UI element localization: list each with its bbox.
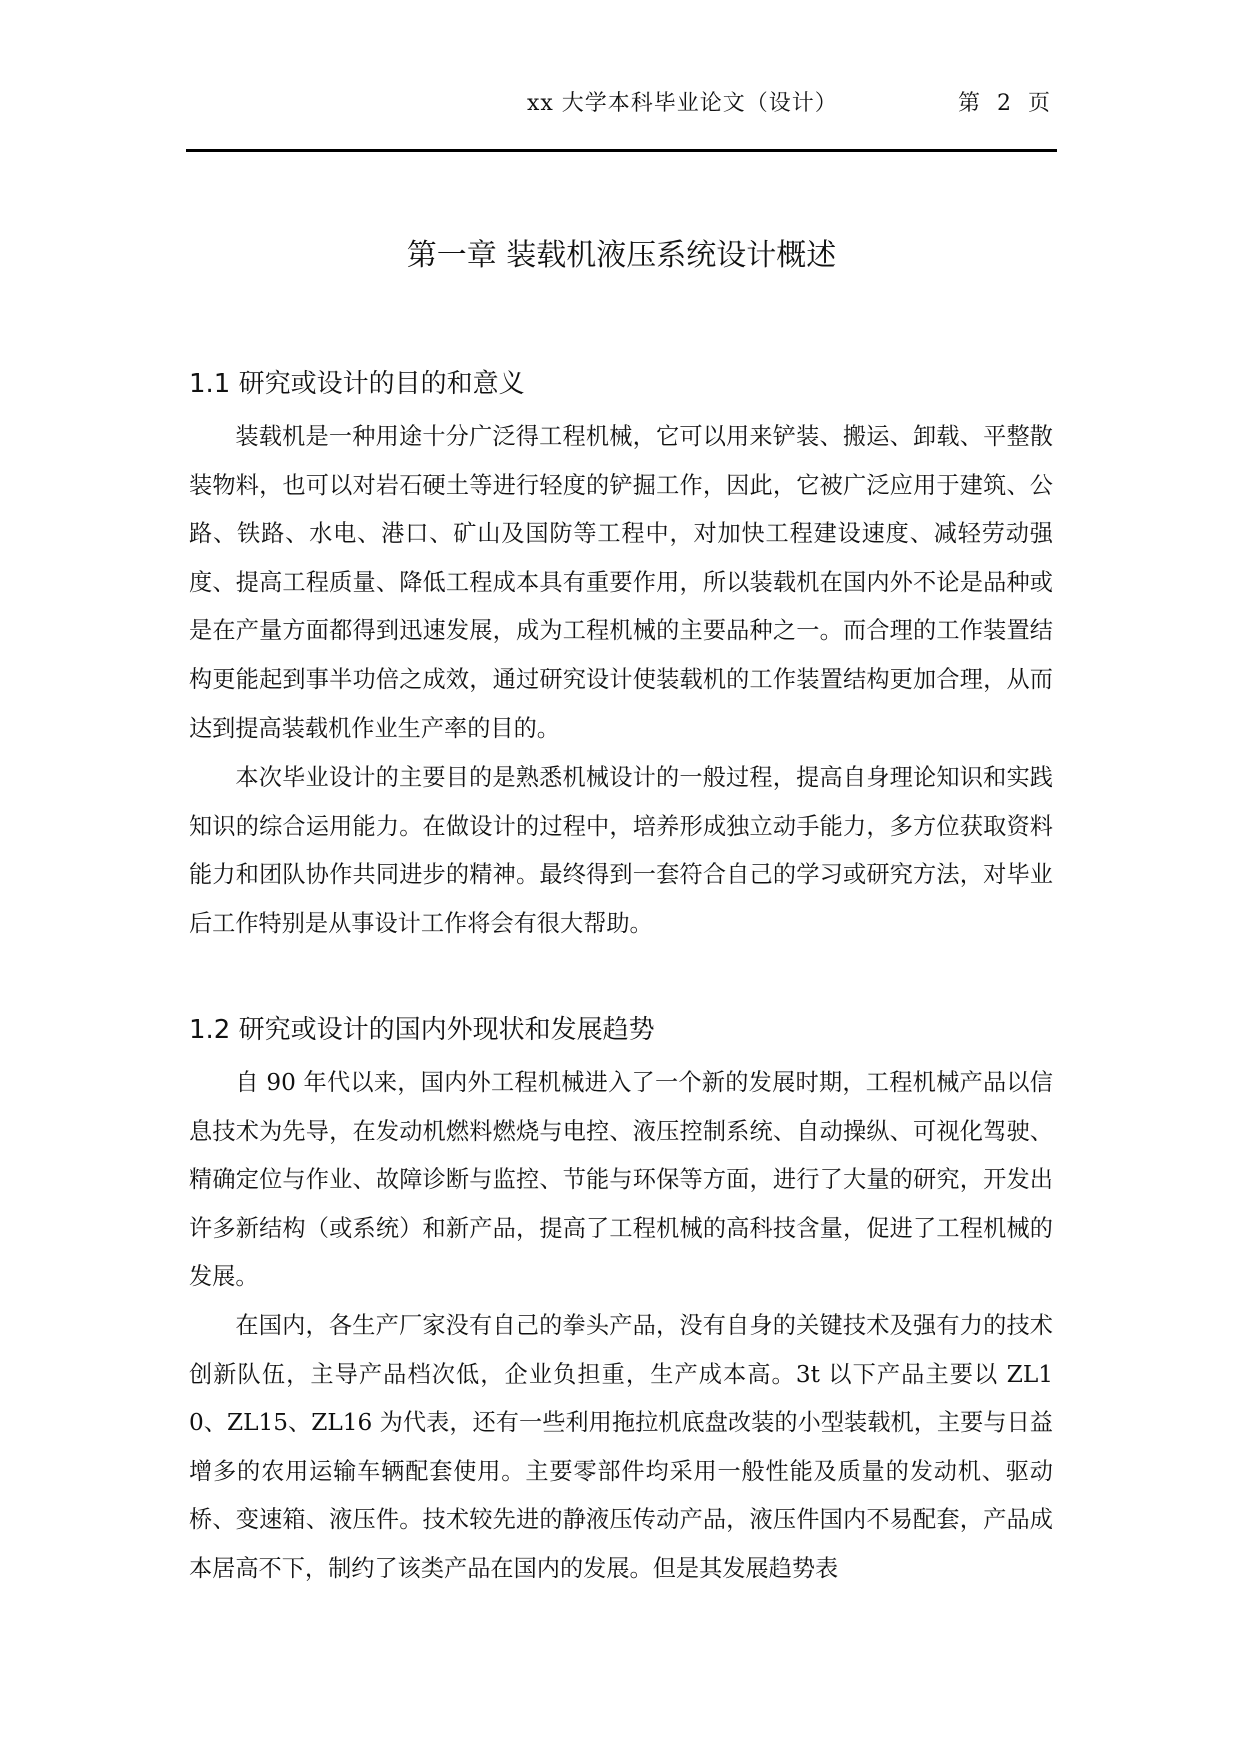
paragraph: 自 90 年代以来，国内外工程机械进入了一个新的发展时期，工程机械产品以信息技术为先导，在发动机燃料燃烧与电控、液压控制系统、自动操纵、可视化驾驶、精确定位与作业、故障诊断与监控、节能与环保等方面，进行了大量的研究，开发出许多新结构（或系统）和新产品，提高了工程机械的高科技含量，促进了工程机械的发展。	[189, 1069, 1053, 1291]
paragraph: 本次毕业设计的主要目的是熟悉机械设计的一般过程，提高自身理论知识和实践知识的综合运用能力。在做设计的过程中，培养形成独立动手能力，多方位获取资料能力和团队协作共同进步的精神。最终得到一套符合自己的学习或研究方法，对毕业后工作特别是从事设计工作将会有很大帮助。	[189, 764, 1053, 937]
page-number: 第 2 页	[958, 91, 1055, 116]
section-title-1-1: 1.1 研究或设计的目的和意义	[189, 369, 525, 399]
section-title-1-2: 1.2 研究或设计的国内外现状和发展趋势	[189, 1015, 655, 1045]
chapter-title: 第一章 装载机液压系统设计概述	[406, 238, 837, 273]
paragraph: 在国内，各生产厂家没有自己的拳头产品，没有自身的关键技术及强有力的技术创新队伍，主导产品档次低，企业负担重，生产成本高。3t 以下产品主要以 ZL10、ZL15、ZL16 为代表，还有一些利用拖拉机底盘改装的小型装载机，主要与日益增多的农用运输车辆配套使用。主要零部件均采用一般性能及质量的发动机、驱动桥、变速箱、液压件。技术较先进的静液压传动产品，液压件国内不易配套，产品成本居高不下，制约了该类产品在国内的发展。但是其发展趋势表	[189, 1312, 1053, 1582]
page-header	[0, 86, 1241, 126]
header-title: xx 大学本科毕业论文（设计）	[527, 91, 838, 116]
paragraph: 装载机是一种用途十分广泛得工程机械，它可以用来铲装、搬运、卸载、平整散装物料，也可以对岩石硬土等进行轻度的铲掘工作，因此，它被广泛应用于建筑、公路、铁路、水电、港口、矿山及国防等工程中，对加快工程建设速度、减轻劳动强度、提高工程质量、降低工程成本具有重要作用，所以装载机在国内外不论是品种或是在产量方面都得到迅速发展，成为工程机械的主要品种之一。而合理的工作装置结构更能起到事半功倍之成效，通过研究设计使装载机的工作装置结构更加合理，从而达到提高装载机作业生产率的目的。	[189, 423, 1053, 742]
header-divider	[186, 149, 1057, 152]
